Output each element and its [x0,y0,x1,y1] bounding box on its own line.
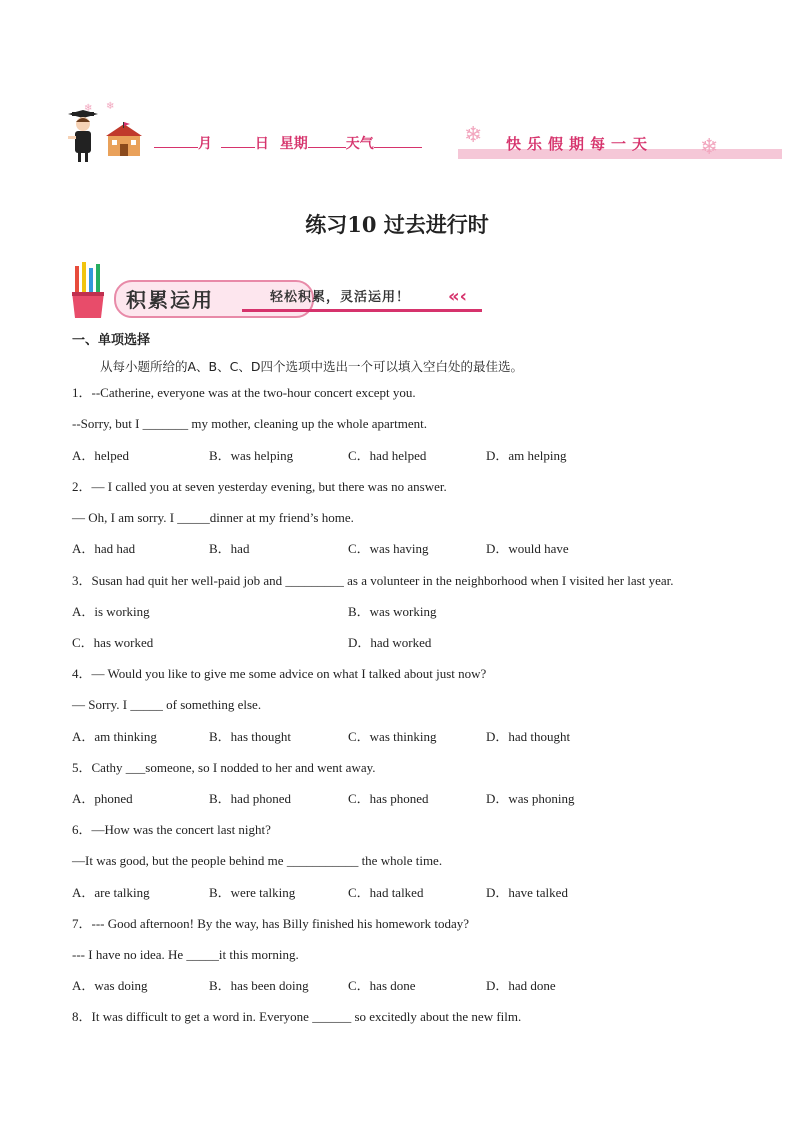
banner-tab-text: 积累运用 [126,288,214,312]
option-c[interactable]: C．had helped [348,448,427,463]
weather-label: 天气 [345,136,374,152]
banner-slogan: 轻松积累，灵活运用！ [270,290,411,305]
page-title: 练习10 过去进行时 [305,212,489,237]
option-c[interactable]: C．has done [348,978,416,993]
weekday-blank [308,133,346,148]
question-6-line: —It was good, but the people behind me ___________ the whole time. [72,853,443,868]
option-a[interactable]: A．phoned [72,791,133,806]
option-a[interactable]: A．is working [72,604,150,619]
option-b[interactable]: B．was helping [209,448,294,463]
question-3-stem: 3．Susan had quit her well-paid job and _________ as a volunteer in the neighborhood when I visited her last year. [72,573,674,588]
question-7-line: --- I have no idea. He _____it this morning. [72,947,299,962]
option-a[interactable]: A．are talking [72,885,150,900]
header-slogan: 快乐假期每一天 [506,135,654,153]
option-d[interactable]: D．am helping [486,448,567,463]
option-a[interactable]: A．am thinking [72,729,157,744]
section-instruction: 从每小题所给的A、B、C、D四个选项中选出一个可以填入空白处的最佳选。 [100,359,523,374]
banner-underline [242,309,482,312]
option-c[interactable]: C．has worked [72,635,154,650]
option-d[interactable]: D．was phoning [486,791,575,806]
option-b[interactable]: B．has been doing [209,978,309,993]
question-7-stem: 7．--- Good afternoon! By the way, has Billy finished his homework today? [72,916,470,931]
question-1-line: --Sorry, but I _______ my mother, cleaning up the whole apartment. [72,416,427,431]
snowflake-icon: ❄ [464,123,483,148]
graduate-mascot-icon [66,110,100,164]
option-d[interactable]: D．had done [486,978,556,993]
snowflake-icon: ❄ [106,101,115,112]
month-label: 月 [198,136,212,152]
page-header [66,100,786,164]
question-5-stem: 5．Cathy ___someone, so I nodded to her and went away. [72,760,376,775]
snowflake-icon: ❄ [84,103,93,114]
question-3-options-row1 [72,604,712,620]
question-4-line: — Sorry. I _____ of something else. [72,697,262,712]
snowflake-icon: ❄ [700,135,719,160]
question-1-stem: 1．--Catherine, everyone was at the two-hour concert except you. [72,385,416,400]
option-c[interactable]: C．had talked [348,885,424,900]
question-1-options [72,448,712,464]
option-d[interactable]: D．had thought [486,729,571,744]
weather-blank [374,133,422,148]
option-c[interactable]: C．was having [348,541,429,556]
double-arrow-left-icon: «‹ [448,286,468,307]
option-c[interactable]: C．has phoned [348,791,429,806]
option-b[interactable]: B．was working [348,604,437,619]
question-5-options [72,791,712,807]
question-2-options [72,541,712,557]
option-d[interactable]: D．would have [486,541,569,556]
day-blank [221,133,255,148]
question-7-options [72,978,712,994]
school-building-icon [102,122,146,158]
question-6-stem: 6．—How was the concert last night? [72,822,271,837]
question-2-stem: 2．— I called you at seven yesterday evening, but there was no answer. [72,479,447,494]
option-a[interactable]: A．helped [72,448,130,463]
option-a[interactable]: A．had had [72,541,136,556]
option-a[interactable]: A．was doing [72,978,148,993]
option-c[interactable]: C．was thinking [348,729,437,744]
date-line [154,133,422,155]
pencil-cup-icon [70,262,106,320]
question-2-line: — Oh, I am sorry. I _____dinner at my friend’s home. [72,510,354,525]
question-8-stem: 8．It was difficult to get a word in. Everyone ______ so excitedly about the new film. [72,1009,522,1024]
option-b[interactable]: B．were talking [209,885,296,900]
option-b[interactable]: B．has thought [209,729,291,744]
question-4-options [72,729,712,745]
question-3-options-row2 [72,635,712,651]
option-d[interactable]: D．had worked [348,635,432,650]
option-d[interactable]: D．have talked [486,885,568,900]
day-label: 日 [254,136,269,152]
weekday-label: 星期 [279,136,308,152]
month-blank [154,133,198,148]
section-heading: 一、单项选择 [72,333,151,348]
option-b[interactable]: B．had [209,541,250,556]
section-banner [70,262,490,320]
question-6-options [72,885,712,901]
option-b[interactable]: B．had phoned [209,791,291,806]
question-4-stem: 4．— Would you like to give me some advice on what I talked about just now? [72,666,487,681]
